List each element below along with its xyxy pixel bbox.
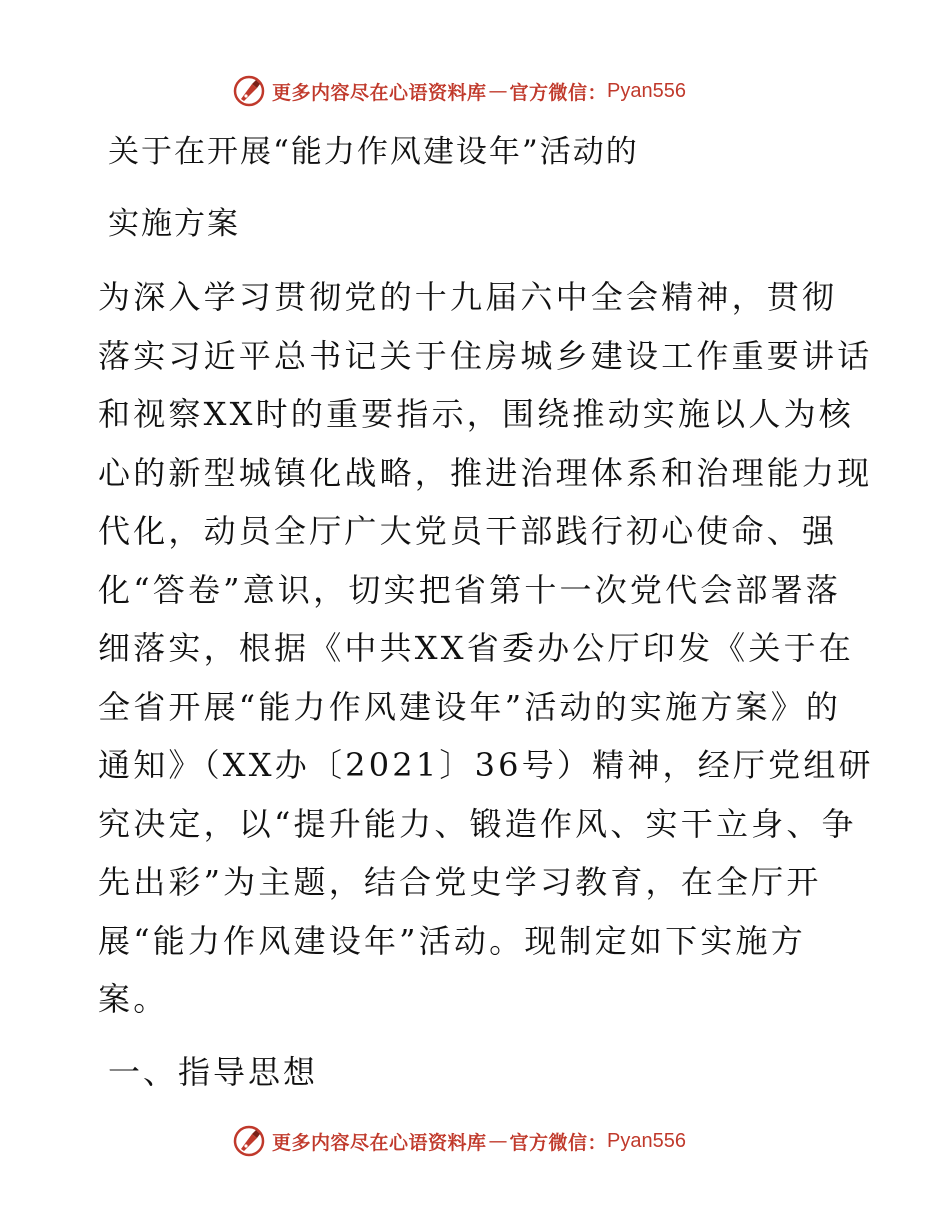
body-line: 和视察XX时的重要指示，围绕推动实施以人为核 — [98, 395, 854, 433]
document-title-line-1: 关于在开展“能力作风建设年”活动的 — [108, 134, 639, 170]
body-line: 先出彩”为主题，结合党史学习教育，在全厅开 — [98, 863, 822, 901]
watermark-official-text: 官方微信： — [509, 1131, 608, 1154]
body-line: 化“答卷”意识，切实把省第十一次党代会部署落 — [98, 570, 842, 609]
body-line: 案。 — [98, 980, 169, 1018]
watermark-brand-text: 更多内容尽在心语资料库 — [272, 81, 487, 104]
body-line: 展“能力作风建设年”活动。现制定如下实施方 — [98, 921, 806, 960]
document-body-paragraph — [98, 268, 874, 1029]
watermark-dash: — — [488, 80, 508, 102]
body-line: 为深入学习贯彻党的十九届六中全会精神，贯彻 — [98, 278, 838, 316]
watermark-account: Pyan556 — [607, 79, 686, 102]
watermark-header — [232, 71, 686, 111]
watermark-footer — [232, 1121, 686, 1161]
body-line: 心的新型城镇化战略，推进治理体系和治理能力现 — [98, 453, 873, 492]
watermark-dash: — — [488, 1130, 508, 1152]
body-line: 落实习近平总书记关于住房城乡建设工作重要讲话 — [98, 336, 873, 375]
body-line: 通知》（XX办〔2021〕36号）精神，经厅党组研 — [98, 746, 874, 784]
watermark-official-text: 官方微信： — [509, 81, 608, 104]
watermark-brand-text: 更多内容尽在心语资料库 — [272, 1131, 487, 1154]
body-line: 全省开展“能力作风建设年”活动的实施方案》的 — [98, 687, 842, 726]
document-title-line-2: 实施方案 — [108, 206, 240, 242]
pen-nib-logo-icon — [232, 1124, 266, 1158]
body-line: 细落实，根据《中共XX省委办公厅印发《关于在 — [98, 629, 854, 667]
body-line: 究决定，以“提升能力、锻造作风、实干立身、争 — [98, 804, 857, 843]
pen-nib-logo-icon — [232, 74, 266, 108]
section-heading: 一、指导思想 — [108, 1053, 319, 1091]
body-line: 代化，动员全厅广大党员干部践行初心使命、强 — [98, 512, 838, 550]
watermark-account: Pyan556 — [607, 1129, 686, 1152]
